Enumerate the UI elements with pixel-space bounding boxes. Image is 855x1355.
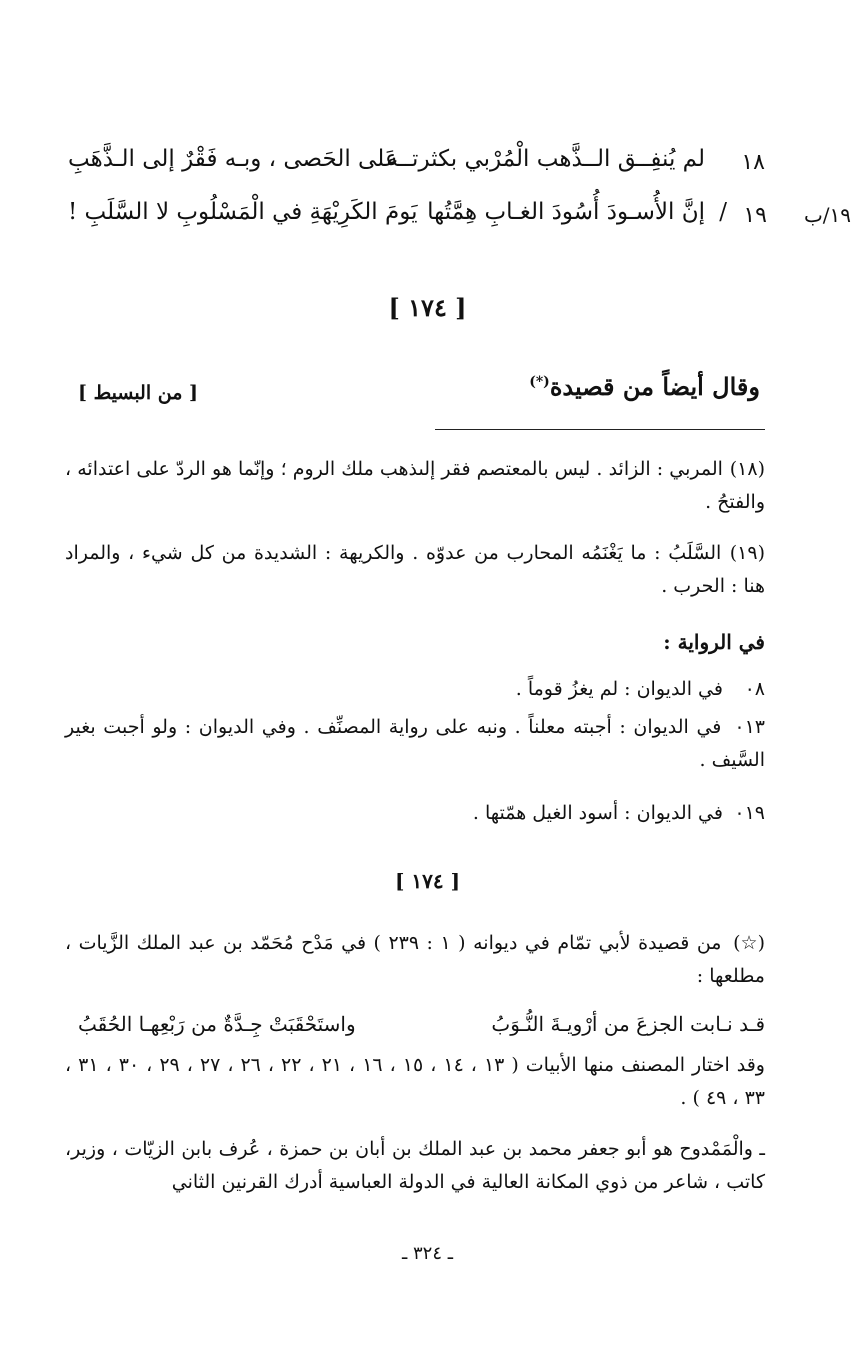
- matla-second-hemistich: واستَحْقَبَتْ جِـدَّةٌ من رَبْعِهـا الحُقَبُ: [78, 1012, 356, 1036]
- footnote-text: المربي : الزائد . ليس بالمعتصم فقر إلىذهب ملك الروم ؛ وإنّما هو الردّ على اعتدائه ، والفتحُ .: [65, 458, 765, 513]
- variant-label: ٠٨: [744, 678, 765, 700]
- variant-item: [65, 711, 765, 777]
- variant-label: ٠١٣: [734, 716, 765, 738]
- footnote-separator: [435, 429, 765, 430]
- commentary-intro: [65, 927, 765, 993]
- verse-number: ١٩: [743, 203, 767, 228]
- poem-meter: [ من البسيط ]: [78, 382, 198, 404]
- verse-second-hemistich: عَلى الحَصى ، وبـه فَقْرٌ إلى الـذَّهَبِ: [68, 146, 399, 172]
- verse-number: ١٨: [741, 150, 765, 175]
- biography: ـ والْمَمْدوح هو أبو جعفر محمد بن عبد الملك بن أبان بن حمزة ، عُرف بابن الزيّات ، وزير، كاتب ، شاعر من ذوي المكانة العالية في الدولة العباسية أدرك القرنين الثاني: [65, 1138, 765, 1193]
- variant-text: في الديوان : لم يغزُ قوماً .: [515, 678, 723, 700]
- footnote-label: (١٨): [729, 458, 765, 480]
- verse-second-hemistich: يَومَ الكَرِيْهَةِ في الْمَسْلُوبِ لا السَّلَبِ !: [68, 199, 418, 225]
- commentary-number: [ ١٧٤ ]: [394, 869, 461, 893]
- commentary-label: (☆): [733, 932, 765, 954]
- page-number: ـ ٣٢٤ ـ: [401, 1243, 453, 1264]
- variant-item: [65, 673, 765, 706]
- variant-text: في الديوان : أجبته معلناً . ونبه على رواية المصنِّف . وفي الديوان : ولو أجبت بغير السَّيف .: [65, 716, 765, 771]
- footnote-marker: (*): [529, 374, 550, 390]
- footnote-text: السَّلَبُ : ما يَغْنَمُه المحارب من عدوّه . والكريهة : الشديدة من كل شيء ، والمراد هنا : الحرب .: [65, 542, 765, 597]
- poem-title-text: وقال أيضاً من قصيدة: [549, 372, 760, 401]
- verse-first-hemistich: إنَّ الأُسـودَ أُسُودَ الغـابِ هِمَّتُها: [427, 199, 705, 225]
- footnote-18: [65, 453, 765, 519]
- matla-first-hemistich: قـد نـابت الجزعَ من أرْويـةَ النُّـوَبُ: [491, 1012, 765, 1036]
- poem-number: [ ١٧٤ ]: [388, 293, 467, 322]
- variant-item: [65, 797, 765, 830]
- variant-label: ٠١٩: [734, 802, 765, 824]
- poem-title: [529, 372, 760, 401]
- folio-slash: /: [719, 199, 727, 225]
- variant-text: في الديوان : أسود الغيل همّتها .: [472, 802, 723, 824]
- variants-heading: في الرواية :: [663, 630, 765, 654]
- verse-first-hemistich: لم يُنفِــق الــذَّهب الْمُرْبي بكثرتــه: [386, 146, 705, 172]
- commentary-intro-text: من قصيدة لأبي تمّام في ديوانه ( ١ : ٢٣٩ ) في مَدْح مُحَمّد بن عبد الملك الزَّيات ، مطلعها :: [65, 932, 765, 987]
- manuscript-folio-marker: ١٩/ب: [803, 203, 851, 227]
- footnote-label: (١٩): [729, 542, 765, 564]
- selected-verses: وقد اختار المصنف منها الأبيات ( ١٣ ، ١٤ ، ١٥ ، ١٦ ، ٢١ ، ٢٢ ، ٢٦ ، ٢٧ ، ٢٩ ، ٣٠ ، ٣١ ، ٣٣ ، ٤٩ ) .: [65, 1054, 765, 1109]
- footnote-19: [65, 537, 765, 603]
